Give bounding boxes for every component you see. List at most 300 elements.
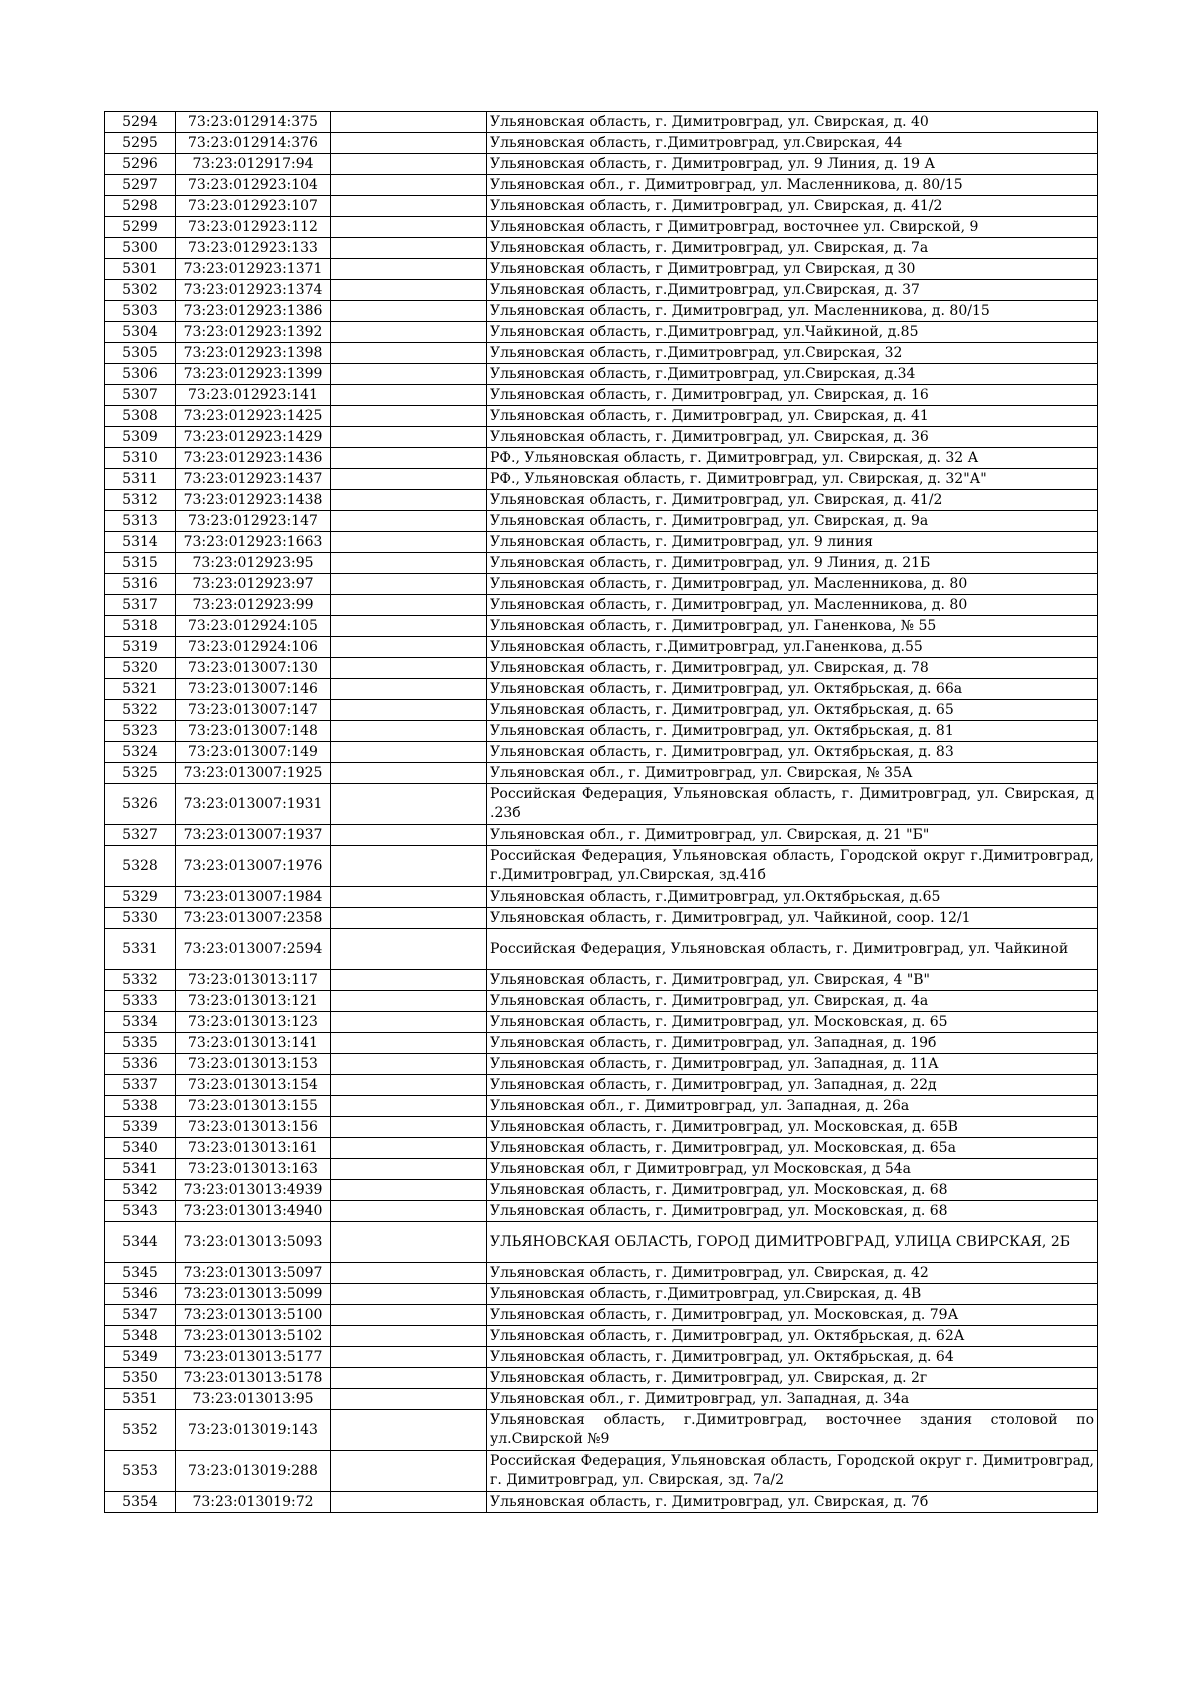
table-row — [105, 1012, 1098, 1033]
address-cell: Ульяновская область, г.Димитровград, ул.Свирская, д. 4В — [487, 1284, 1098, 1305]
table-row — [105, 1389, 1098, 1410]
empty-cell — [331, 1347, 487, 1368]
empty-cell — [331, 616, 487, 637]
table-row — [105, 1138, 1098, 1159]
row-number-cell: 5321 — [105, 679, 176, 700]
empty-cell — [331, 238, 487, 259]
row-number-cell: 5299 — [105, 217, 176, 238]
cadastral-number-cell: 73:23:013013:5100 — [176, 1305, 331, 1326]
address-cell: Ульяновская область, г. Димитровград, ул. Московская, д. 79А — [487, 1305, 1098, 1326]
table-row — [105, 532, 1098, 553]
address-cell: Ульяновская область, г.Димитровград, ул.Свирская, 44 — [487, 133, 1098, 154]
table-row — [105, 679, 1098, 700]
address-cell: Ульяновская область, г.Димитровград, ул.Октябрьская, д.65 — [487, 887, 1098, 908]
cadastral-number-cell: 73:23:013007:1976 — [176, 846, 331, 887]
cadastral-number-cell: 73:23:013013:117 — [176, 970, 331, 991]
table-row — [105, 469, 1098, 490]
empty-cell — [331, 763, 487, 784]
table-row — [105, 1326, 1098, 1347]
row-number-cell: 5318 — [105, 616, 176, 637]
address-cell: Ульяновская область, г. Димитровград, ул. Московская, д. 65 — [487, 1012, 1098, 1033]
empty-cell — [331, 385, 487, 406]
address-cell: Ульяновская область, г. Димитровград, ул. Московская, д. 65а — [487, 1138, 1098, 1159]
table-row — [105, 763, 1098, 784]
row-number-cell: 5333 — [105, 991, 176, 1012]
table-row — [105, 1492, 1098, 1513]
address-cell: Ульяновская область, г. Димитровград, ул. Свирская, д. 16 — [487, 385, 1098, 406]
table-row — [105, 700, 1098, 721]
address-cell: Ульяновская область, г.Димитровград, ул.Свирская, д. 37 — [487, 280, 1098, 301]
cadastral-number-cell: 73:23:013007:1931 — [176, 784, 331, 825]
cadastral-number-cell: 73:23:012923:1663 — [176, 532, 331, 553]
cadastral-number-cell: 73:23:012923:99 — [176, 595, 331, 616]
row-number-cell: 5320 — [105, 658, 176, 679]
cadastral-number-cell: 73:23:013019:288 — [176, 1451, 331, 1492]
empty-cell — [331, 846, 487, 887]
row-number-cell: 5313 — [105, 511, 176, 532]
cadastral-number-cell: 73:23:013013:5099 — [176, 1284, 331, 1305]
empty-cell — [331, 1033, 487, 1054]
address-cell: Ульяновская обл., г. Димитровград, ул. Западная, д. 26а — [487, 1096, 1098, 1117]
cadastral-number-cell: 73:23:012923:1438 — [176, 490, 331, 511]
row-number-cell: 5319 — [105, 637, 176, 658]
empty-cell — [331, 1284, 487, 1305]
cadastral-number-cell: 73:23:013007:149 — [176, 742, 331, 763]
empty-cell — [331, 154, 487, 175]
address-cell: Ульяновская область, г.Димитровград, восточнее здания столовой по ул.Свирской №9 — [487, 1410, 1098, 1451]
row-number-cell: 5336 — [105, 1054, 176, 1075]
cadastral-number-cell: 73:23:013013:5177 — [176, 1347, 331, 1368]
empty-cell — [331, 1222, 487, 1263]
empty-cell — [331, 1326, 487, 1347]
table-row — [105, 238, 1098, 259]
address-cell: Ульяновская область, г. Димитровград, ул. Западная, д. 22д — [487, 1075, 1098, 1096]
address-cell: Ульяновская область, г Димитровград, ул Свирская, д 30 — [487, 259, 1098, 280]
table-row — [105, 1201, 1098, 1222]
row-number-cell: 5311 — [105, 469, 176, 490]
table-row — [105, 1033, 1098, 1054]
cadastral-number-cell: 73:23:013013:5102 — [176, 1326, 331, 1347]
empty-cell — [331, 553, 487, 574]
empty-cell — [331, 1075, 487, 1096]
cadastral-number-cell: 73:23:012923:95 — [176, 553, 331, 574]
row-number-cell: 5353 — [105, 1451, 176, 1492]
table-row — [105, 825, 1098, 846]
empty-cell — [331, 1263, 487, 1284]
row-number-cell: 5342 — [105, 1180, 176, 1201]
empty-cell — [331, 929, 487, 970]
empty-cell — [331, 1054, 487, 1075]
empty-cell — [331, 322, 487, 343]
address-cell: Ульяновская область, г. Димитровград, ул. Октябрьская, д. 65 — [487, 700, 1098, 721]
address-cell: Ульяновская область, г. Димитровград, ул. 9 линия — [487, 532, 1098, 553]
row-number-cell: 5354 — [105, 1492, 176, 1513]
empty-cell — [331, 908, 487, 929]
cadastral-number-cell: 73:23:012923:147 — [176, 511, 331, 532]
cadastral-number-cell: 73:23:013013:5093 — [176, 1222, 331, 1263]
table-row — [105, 406, 1098, 427]
cadastral-number-cell: 73:23:012923:1371 — [176, 259, 331, 280]
table-row — [105, 133, 1098, 154]
empty-cell — [331, 700, 487, 721]
cadastral-number-cell: 73:23:013007:148 — [176, 721, 331, 742]
table-row — [105, 908, 1098, 929]
address-cell: Ульяновская область, г. Димитровград, ул. Масленникова, д. 80 — [487, 574, 1098, 595]
address-cell: Ульяновская область, г. Димитровград, ул. Ганенкова, № 55 — [487, 616, 1098, 637]
empty-cell — [331, 825, 487, 846]
row-number-cell: 5325 — [105, 763, 176, 784]
cadastral-number-cell: 73:23:013007:1937 — [176, 825, 331, 846]
table-row — [105, 280, 1098, 301]
address-cell: РФ., Ульяновская область, г. Димитровград, ул. Свирская, д. 32 А — [487, 448, 1098, 469]
table-row — [105, 217, 1098, 238]
row-number-cell: 5300 — [105, 238, 176, 259]
table-row — [105, 658, 1098, 679]
address-cell: Ульяновская область, г. Димитровград, ул. Октябрьская, д. 83 — [487, 742, 1098, 763]
cadastral-number-cell: 73:23:013013:5097 — [176, 1263, 331, 1284]
empty-cell — [331, 637, 487, 658]
row-number-cell: 5323 — [105, 721, 176, 742]
empty-cell — [331, 721, 487, 742]
table-row — [105, 322, 1098, 343]
row-number-cell: 5322 — [105, 700, 176, 721]
cadastral-number-cell: 73:23:013013:95 — [176, 1389, 331, 1410]
row-number-cell: 5346 — [105, 1284, 176, 1305]
row-number-cell: 5326 — [105, 784, 176, 825]
empty-cell — [331, 301, 487, 322]
table-row — [105, 448, 1098, 469]
address-cell: Ульяновская область, г. Димитровград, ул. 9 Линия, д. 21Б — [487, 553, 1098, 574]
cadastral-number-cell: 73:23:013019:143 — [176, 1410, 331, 1451]
empty-cell — [331, 280, 487, 301]
cadastral-number-cell: 73:23:013013:123 — [176, 1012, 331, 1033]
table-row — [105, 1075, 1098, 1096]
row-number-cell: 5328 — [105, 846, 176, 887]
cadastral-number-cell: 73:23:013013:153 — [176, 1054, 331, 1075]
table-row — [105, 991, 1098, 1012]
row-number-cell: 5314 — [105, 532, 176, 553]
table-row — [105, 364, 1098, 385]
table-row — [105, 1222, 1098, 1263]
cadastral-number-cell: 73:23:013013:156 — [176, 1117, 331, 1138]
address-cell: Ульяновская обл., г. Димитровград, ул. Свирская, д. 21 "Б" — [487, 825, 1098, 846]
row-number-cell: 5351 — [105, 1389, 176, 1410]
address-cell: Российская Федерация, Ульяновская область, г. Димитровград, ул. Чайкиной — [487, 929, 1098, 970]
address-cell: Ульяновская область, г. Димитровград, ул. Московская, д. 68 — [487, 1180, 1098, 1201]
row-number-cell: 5309 — [105, 427, 176, 448]
row-number-cell: 5334 — [105, 1012, 176, 1033]
row-number-cell: 5340 — [105, 1138, 176, 1159]
empty-cell — [331, 112, 487, 133]
table-row — [105, 427, 1098, 448]
address-cell: Ульяновская область, г. Димитровград, ул. Свирская, д. 7б — [487, 1492, 1098, 1513]
address-cell: Ульяновская область, г. Димитровград, ул. Западная, д. 11А — [487, 1054, 1098, 1075]
table-row — [105, 385, 1098, 406]
table-row — [105, 1451, 1098, 1492]
row-number-cell: 5349 — [105, 1347, 176, 1368]
empty-cell — [331, 574, 487, 595]
empty-cell — [331, 595, 487, 616]
address-cell: Ульяновская область, г. Димитровград, ул. Свирская, д. 41/2 — [487, 196, 1098, 217]
cadastral-number-cell: 73:23:013013:154 — [176, 1075, 331, 1096]
cadastral-number-cell: 73:23:013007:2594 — [176, 929, 331, 970]
table-row — [105, 1054, 1098, 1075]
table-row — [105, 742, 1098, 763]
table-row — [105, 1284, 1098, 1305]
cadastral-number-cell: 73:23:013013:163 — [176, 1159, 331, 1180]
empty-cell — [331, 1492, 487, 1513]
address-cell: Ульяновская область, г.Димитровград, ул.Ганенкова, д.55 — [487, 637, 1098, 658]
cadastral-number-cell: 73:23:012923:1436 — [176, 448, 331, 469]
address-cell: Ульяновская область, г. Димитровград, ул. Свирская, д. 42 — [487, 1263, 1098, 1284]
cadastral-number-cell: 73:23:013007:147 — [176, 700, 331, 721]
address-cell: Ульяновская область, г. Димитровград, ул. Свирская, 4 "В" — [487, 970, 1098, 991]
row-number-cell: 5308 — [105, 406, 176, 427]
row-number-cell: 5316 — [105, 574, 176, 595]
empty-cell — [331, 1305, 487, 1326]
empty-cell — [331, 1138, 487, 1159]
empty-cell — [331, 1180, 487, 1201]
row-number-cell: 5327 — [105, 825, 176, 846]
empty-cell — [331, 511, 487, 532]
address-cell: Ульяновская область, г. Димитровград, ул. Свирская, д. 78 — [487, 658, 1098, 679]
cadastral-number-cell: 73:23:013013:5178 — [176, 1368, 331, 1389]
table-row — [105, 637, 1098, 658]
row-number-cell: 5301 — [105, 259, 176, 280]
table-row — [105, 1368, 1098, 1389]
table-row — [105, 259, 1098, 280]
cadastral-number-cell: 73:23:012914:376 — [176, 133, 331, 154]
address-cell: Ульяновская область, г.Димитровград, ул.Чайкиной, д.85 — [487, 322, 1098, 343]
empty-cell — [331, 1389, 487, 1410]
row-number-cell: 5341 — [105, 1159, 176, 1180]
row-number-cell: 5306 — [105, 364, 176, 385]
table-row — [105, 553, 1098, 574]
address-cell: Ульяновская область, г. Димитровград, ул. 9 Линия, д. 19 А — [487, 154, 1098, 175]
row-number-cell: 5329 — [105, 887, 176, 908]
cadastral-number-cell: 73:23:013013:161 — [176, 1138, 331, 1159]
table-row — [105, 1117, 1098, 1138]
empty-cell — [331, 364, 487, 385]
cadastral-number-cell: 73:23:013007:1925 — [176, 763, 331, 784]
cadastral-number-cell: 73:23:012923:1399 — [176, 364, 331, 385]
row-number-cell: 5307 — [105, 385, 176, 406]
row-number-cell: 5331 — [105, 929, 176, 970]
table-row — [105, 616, 1098, 637]
empty-cell — [331, 343, 487, 364]
address-cell: Ульяновская область, г. Димитровград, ул. Свирская, д. 40 — [487, 112, 1098, 133]
empty-cell — [331, 175, 487, 196]
empty-cell — [331, 970, 487, 991]
address-cell: Ульяновская обл., г. Димитровград, ул. Западная, д. 34а — [487, 1389, 1098, 1410]
row-number-cell: 5302 — [105, 280, 176, 301]
empty-cell — [331, 1368, 487, 1389]
cadastral-number-cell: 73:23:012924:105 — [176, 616, 331, 637]
address-cell: Ульяновская обл, г Димитровград, ул Московская, д 54а — [487, 1159, 1098, 1180]
cadastral-number-cell: 73:23:012923:1429 — [176, 427, 331, 448]
cadastral-number-cell: 73:23:013013:4940 — [176, 1201, 331, 1222]
row-number-cell: 5317 — [105, 595, 176, 616]
row-number-cell: 5294 — [105, 112, 176, 133]
row-number-cell: 5344 — [105, 1222, 176, 1263]
address-cell: Ульяновская область, г. Димитровград, ул. Свирская, д. 36 — [487, 427, 1098, 448]
empty-cell — [331, 1201, 487, 1222]
address-cell: Ульяновская область, г. Димитровград, ул. Свирская, д. 7а — [487, 238, 1098, 259]
row-number-cell: 5348 — [105, 1326, 176, 1347]
table-row — [105, 970, 1098, 991]
table-row — [105, 784, 1098, 825]
table-row — [105, 154, 1098, 175]
cadastral-number-cell: 73:23:012924:106 — [176, 637, 331, 658]
address-cell: Ульяновская область, г. Димитровград, ул. Чайкиной, соор. 12/1 — [487, 908, 1098, 929]
address-cell: Ульяновская область, г. Димитровград, ул. Свирская, д. 41 — [487, 406, 1098, 427]
row-number-cell: 5352 — [105, 1410, 176, 1451]
row-number-cell: 5347 — [105, 1305, 176, 1326]
address-cell: Ульяновская область, г. Димитровград, ул. Октябрьская, д. 81 — [487, 721, 1098, 742]
address-cell: Ульяновская область, г. Димитровград, ул. Свирская, д. 41/2 — [487, 490, 1098, 511]
row-number-cell: 5295 — [105, 133, 176, 154]
table-row — [105, 1347, 1098, 1368]
row-number-cell: 5324 — [105, 742, 176, 763]
cadastral-number-cell: 73:23:012923:133 — [176, 238, 331, 259]
table-row — [105, 887, 1098, 908]
empty-cell — [331, 217, 487, 238]
row-number-cell: 5298 — [105, 196, 176, 217]
address-cell: Ульяновская область, г.Димитровград, ул.Свирская, д.34 — [487, 364, 1098, 385]
cadastral-number-cell: 73:23:013013:155 — [176, 1096, 331, 1117]
empty-cell — [331, 742, 487, 763]
table-row — [105, 1096, 1098, 1117]
address-cell: Ульяновская область, г. Димитровград, ул. Свирская, д. 2г — [487, 1368, 1098, 1389]
empty-cell — [331, 887, 487, 908]
cadastral-number-cell: 73:23:012923:104 — [176, 175, 331, 196]
address-cell: Ульяновская область, г. Димитровград, ул. Свирская, д. 4а — [487, 991, 1098, 1012]
cadastral-number-cell: 73:23:013013:121 — [176, 991, 331, 1012]
cadastral-number-cell: 73:23:012923:1425 — [176, 406, 331, 427]
row-number-cell: 5339 — [105, 1117, 176, 1138]
table-row — [105, 595, 1098, 616]
table-row — [105, 175, 1098, 196]
address-cell: Ульяновская обл., г. Димитровград, ул. Свирская, № 35А — [487, 763, 1098, 784]
address-cell: Ульяновская область, г. Димитровград, ул. Московская, д. 65В — [487, 1117, 1098, 1138]
cadastral-number-cell: 73:23:013007:2358 — [176, 908, 331, 929]
address-cell: Ульяновская область, г. Димитровград, ул. Октябрьская, д. 62А — [487, 1326, 1098, 1347]
table-row — [105, 1305, 1098, 1326]
empty-cell — [331, 658, 487, 679]
row-number-cell: 5296 — [105, 154, 176, 175]
table-row — [105, 1159, 1098, 1180]
empty-cell — [331, 784, 487, 825]
cadastral-number-cell: 73:23:012923:1437 — [176, 469, 331, 490]
cadastral-number-cell: 73:23:012923:1392 — [176, 322, 331, 343]
cadastral-number-cell: 73:23:012914:375 — [176, 112, 331, 133]
row-number-cell: 5337 — [105, 1075, 176, 1096]
address-cell: Ульяновская обл., г. Димитровград, ул. Масленникова, д. 80/15 — [487, 175, 1098, 196]
table-row — [105, 1180, 1098, 1201]
table-row — [105, 1263, 1098, 1284]
address-cell: Российская Федерация, Ульяновская область, г. Димитровград, ул. Свирская, д .23б — [487, 784, 1098, 825]
address-cell: Ульяновская область, г. Димитровград, ул. Свирская, д. 9а — [487, 511, 1098, 532]
cadastral-number-cell: 73:23:013019:72 — [176, 1492, 331, 1513]
table-row — [105, 490, 1098, 511]
cadastral-number-cell: 73:23:012923:97 — [176, 574, 331, 595]
address-cell: Ульяновская область, г. Димитровград, ул. Масленникова, д. 80 — [487, 595, 1098, 616]
cadastral-number-cell: 73:23:012923:141 — [176, 385, 331, 406]
empty-cell — [331, 448, 487, 469]
cadastral-number-cell: 73:23:012923:1398 — [176, 343, 331, 364]
cadastral-number-cell: 73:23:013007:1984 — [176, 887, 331, 908]
address-cell: Ульяновская область, г Димитровград, восточнее ул. Свирской, 9 — [487, 217, 1098, 238]
table-row — [105, 574, 1098, 595]
row-number-cell: 5303 — [105, 301, 176, 322]
cadastral-number-cell: 73:23:013013:4939 — [176, 1180, 331, 1201]
row-number-cell: 5338 — [105, 1096, 176, 1117]
table-row — [105, 846, 1098, 887]
address-cell: Ульяновская область, г.Димитровград, ул.Свирская, 32 — [487, 343, 1098, 364]
empty-cell — [331, 1451, 487, 1492]
empty-cell — [331, 1410, 487, 1451]
row-number-cell: 5297 — [105, 175, 176, 196]
address-cell: Ульяновская область, г. Димитровград, ул. Западная, д. 19б — [487, 1033, 1098, 1054]
row-number-cell: 5335 — [105, 1033, 176, 1054]
address-cell: Ульяновская область, г. Димитровград, ул. Московская, д. 68 — [487, 1201, 1098, 1222]
address-cell: Российская Федерация, Ульяновская область, Городской округ г. Димитровград, г. Димитровград, ул. Свирская, зд. 7а/2 — [487, 1451, 1098, 1492]
address-cell: Ульяновская область, г. Димитровград, ул. Масленникова, д. 80/15 — [487, 301, 1098, 322]
row-number-cell: 5345 — [105, 1263, 176, 1284]
address-cell: Ульяновская область, г. Димитровград, ул. Октябрьская, д. 64 — [487, 1347, 1098, 1368]
registry-table-body — [105, 112, 1098, 1513]
table-row — [105, 301, 1098, 322]
table-row — [105, 721, 1098, 742]
cadastral-number-cell: 73:23:012923:1374 — [176, 280, 331, 301]
table-row — [105, 112, 1098, 133]
row-number-cell: 5312 — [105, 490, 176, 511]
empty-cell — [331, 259, 487, 280]
empty-cell — [331, 991, 487, 1012]
cadastral-number-cell: 73:23:013013:141 — [176, 1033, 331, 1054]
empty-cell — [331, 1096, 487, 1117]
empty-cell — [331, 1012, 487, 1033]
cadastral-number-cell: 73:23:012923:1386 — [176, 301, 331, 322]
address-cell: УЛЬЯНОВСКАЯ ОБЛАСТЬ, ГОРОД ДИМИТРОВГРАД, УЛИЦА СВИРСКАЯ, 2Б — [487, 1222, 1098, 1263]
table-row — [105, 511, 1098, 532]
row-number-cell: 5343 — [105, 1201, 176, 1222]
address-cell: Ульяновская область, г. Димитровград, ул. Октябрьская, д. 66а — [487, 679, 1098, 700]
row-number-cell: 5332 — [105, 970, 176, 991]
table-row — [105, 343, 1098, 364]
row-number-cell: 5315 — [105, 553, 176, 574]
cadastral-number-cell: 73:23:012917:94 — [176, 154, 331, 175]
address-cell: РФ., Ульяновская область, г. Димитровград, ул. Свирская, д. 32"А" — [487, 469, 1098, 490]
empty-cell — [331, 427, 487, 448]
table-row — [105, 1410, 1098, 1451]
empty-cell — [331, 679, 487, 700]
empty-cell — [331, 532, 487, 553]
row-number-cell: 5330 — [105, 908, 176, 929]
empty-cell — [331, 133, 487, 154]
empty-cell — [331, 490, 487, 511]
empty-cell — [331, 1159, 487, 1180]
cadastral-number-cell: 73:23:012923:112 — [176, 217, 331, 238]
empty-cell — [331, 406, 487, 427]
empty-cell — [331, 1117, 487, 1138]
cadastral-number-cell: 73:23:013007:130 — [176, 658, 331, 679]
row-number-cell: 5305 — [105, 343, 176, 364]
table-row — [105, 929, 1098, 970]
cadastral-number-cell: 73:23:013007:146 — [176, 679, 331, 700]
row-number-cell: 5350 — [105, 1368, 176, 1389]
table-row — [105, 196, 1098, 217]
